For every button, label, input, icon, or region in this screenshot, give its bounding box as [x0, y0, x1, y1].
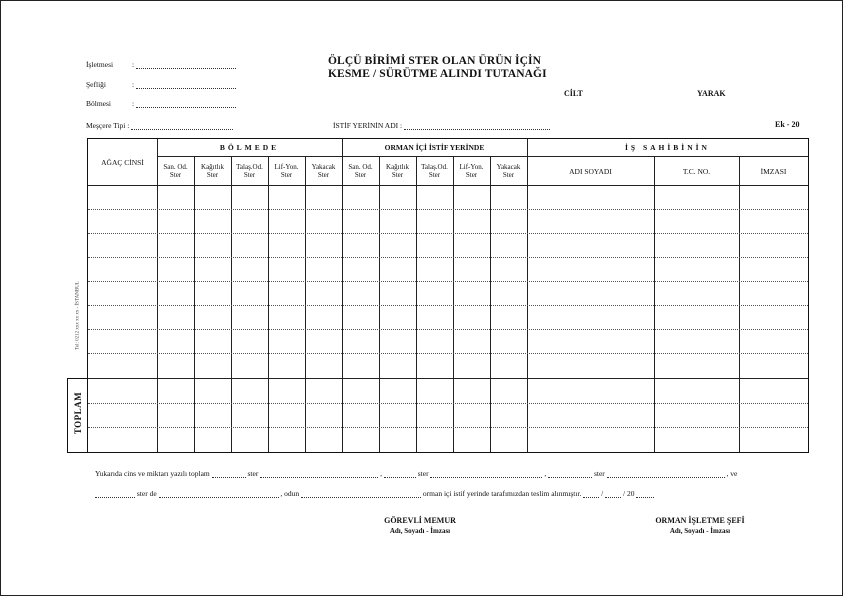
- orman-san-od-header: San. Od. Ster: [348, 162, 373, 179]
- row-line: [88, 353, 808, 354]
- fill-line[interactable]: [430, 470, 542, 478]
- is-sahibi-group-header: İŞ SAHİBİNİN: [625, 143, 710, 152]
- footer-text: orman içi istif yerinde tarafımızdan teslim alınmıştır.: [422, 489, 582, 498]
- orman-talas-od-header: Talaş.Od. Ster: [421, 162, 448, 179]
- form-title-line1: ÖLÇÜ BİRİMİ STER OLAN ÜRÜN İÇİN: [328, 55, 542, 67]
- fill-line[interactable]: [636, 490, 654, 498]
- footer-text: Yukarıda cins ve miktarı yazılı toplam: [95, 469, 210, 478]
- main-table: [87, 138, 809, 453]
- orman-lif-yon-header: Lif-Yon. Ster: [459, 162, 484, 179]
- colon: :: [132, 99, 135, 108]
- row-line: [88, 257, 808, 258]
- fill-line[interactable]: [548, 470, 592, 478]
- istif-field[interactable]: [333, 121, 550, 130]
- mescere-line[interactable]: [131, 122, 233, 130]
- footer-text: ster: [247, 469, 259, 478]
- isletmesi-label: İşletmesi: [86, 60, 114, 69]
- row-line: [88, 209, 808, 210]
- cilt-label: CİLT: [564, 89, 583, 98]
- imzasi-header: İMZASI: [760, 166, 787, 176]
- row-line: [88, 281, 808, 282]
- colon: :: [132, 60, 135, 69]
- fill-line[interactable]: [212, 470, 246, 478]
- fill-line[interactable]: [159, 490, 279, 498]
- footer-text: ,: [380, 469, 382, 478]
- header-line: [88, 185, 808, 186]
- isletmesi-line[interactable]: [136, 61, 236, 69]
- sef-sub: Adı, Soyadı - İmzası: [669, 527, 731, 535]
- bolmesi-label: Bölmesi: [86, 99, 112, 108]
- footer-text: ster: [593, 469, 605, 478]
- bolmesi-line[interactable]: [136, 100, 236, 108]
- fill-line[interactable]: [605, 490, 621, 498]
- mescere-field[interactable]: [86, 121, 233, 130]
- footer-text: , odun: [280, 489, 300, 498]
- bolmede-group-header: BÖLMEDE: [219, 143, 280, 152]
- row-line: [88, 305, 808, 306]
- row-line: [88, 329, 808, 330]
- orman-group-header: ORMAN İÇİ İSTİF YERİNDE: [384, 143, 485, 152]
- colon: :: [132, 80, 135, 89]
- fill-line[interactable]: [583, 490, 599, 498]
- fill-line[interactable]: [301, 490, 421, 498]
- sefligi-line[interactable]: [136, 81, 236, 89]
- ek-label: Ek - 20: [775, 120, 800, 129]
- bolmede-lif-yon-header: Lif-Yon. Ster: [274, 162, 299, 179]
- printer-mark: Tel: 0212 xxx xx xx - İSTANBUL: [75, 281, 81, 350]
- bolmede-talas-od-header: Talaş.Od. Ster: [236, 162, 263, 179]
- bolmede-san-od-header: San. Od. Ster: [163, 162, 188, 179]
- footer-text: /: [601, 489, 604, 498]
- orman-kagitlik-header: Kağıtlık Ster: [386, 162, 409, 179]
- fill-line[interactable]: [384, 470, 416, 478]
- form-title-line2: KESME / SÜRÜTME ALINDI TUTANAĞI: [328, 68, 547, 80]
- footer-text: ster: [417, 469, 429, 478]
- footer-text: ster de: [136, 489, 157, 498]
- agac-cinsi-header: AĞAÇ CİNSİ: [101, 157, 144, 167]
- footer-text: ,: [544, 469, 547, 478]
- sefligi-field[interactable]: [86, 80, 236, 89]
- row-line: [88, 233, 808, 234]
- tc-no-header: T.C. NO.: [682, 166, 711, 176]
- sefligi-label: Şefliği: [86, 80, 106, 89]
- bolmede-yakacak-header: Yakacak Ster: [311, 162, 336, 179]
- memur-sub: Adı, Soyadı - İmzası: [389, 527, 451, 535]
- adi-soyadi-header: ADI SOYADI: [569, 166, 612, 176]
- bolmesi-field[interactable]: [86, 99, 236, 108]
- istif-label: İSTİF YERİNİN ADI :: [333, 121, 403, 130]
- memur-signature: [360, 516, 480, 535]
- sef-title: ORMAN İŞLETME ŞEFİ: [655, 516, 745, 525]
- toplam-label: TOPLAM: [73, 391, 83, 435]
- footer-text: / 20: [623, 489, 635, 498]
- sef-signature: [635, 516, 765, 535]
- fill-line[interactable]: [260, 470, 378, 478]
- toplam-line: [88, 378, 808, 379]
- fill-line[interactable]: [95, 490, 135, 498]
- fill-line[interactable]: [607, 470, 725, 478]
- row-line: [88, 427, 808, 428]
- row-line: [88, 403, 808, 404]
- footer-line1: [95, 469, 737, 478]
- mescere-label: Meşçere Tipi :: [86, 121, 130, 130]
- footer-text: , ve: [726, 469, 738, 478]
- memur-title: GÖREVLİ MEMUR: [384, 516, 456, 525]
- yarak-label: YARAK: [697, 89, 726, 98]
- istif-line[interactable]: [404, 122, 550, 130]
- bolmede-kagitlik-header: Kağıtlık Ster: [201, 162, 224, 179]
- footer-line2: [95, 489, 654, 498]
- orman-yakacak-header: Yakacak Ster: [496, 162, 521, 179]
- isletmesi-field[interactable]: [86, 60, 236, 69]
